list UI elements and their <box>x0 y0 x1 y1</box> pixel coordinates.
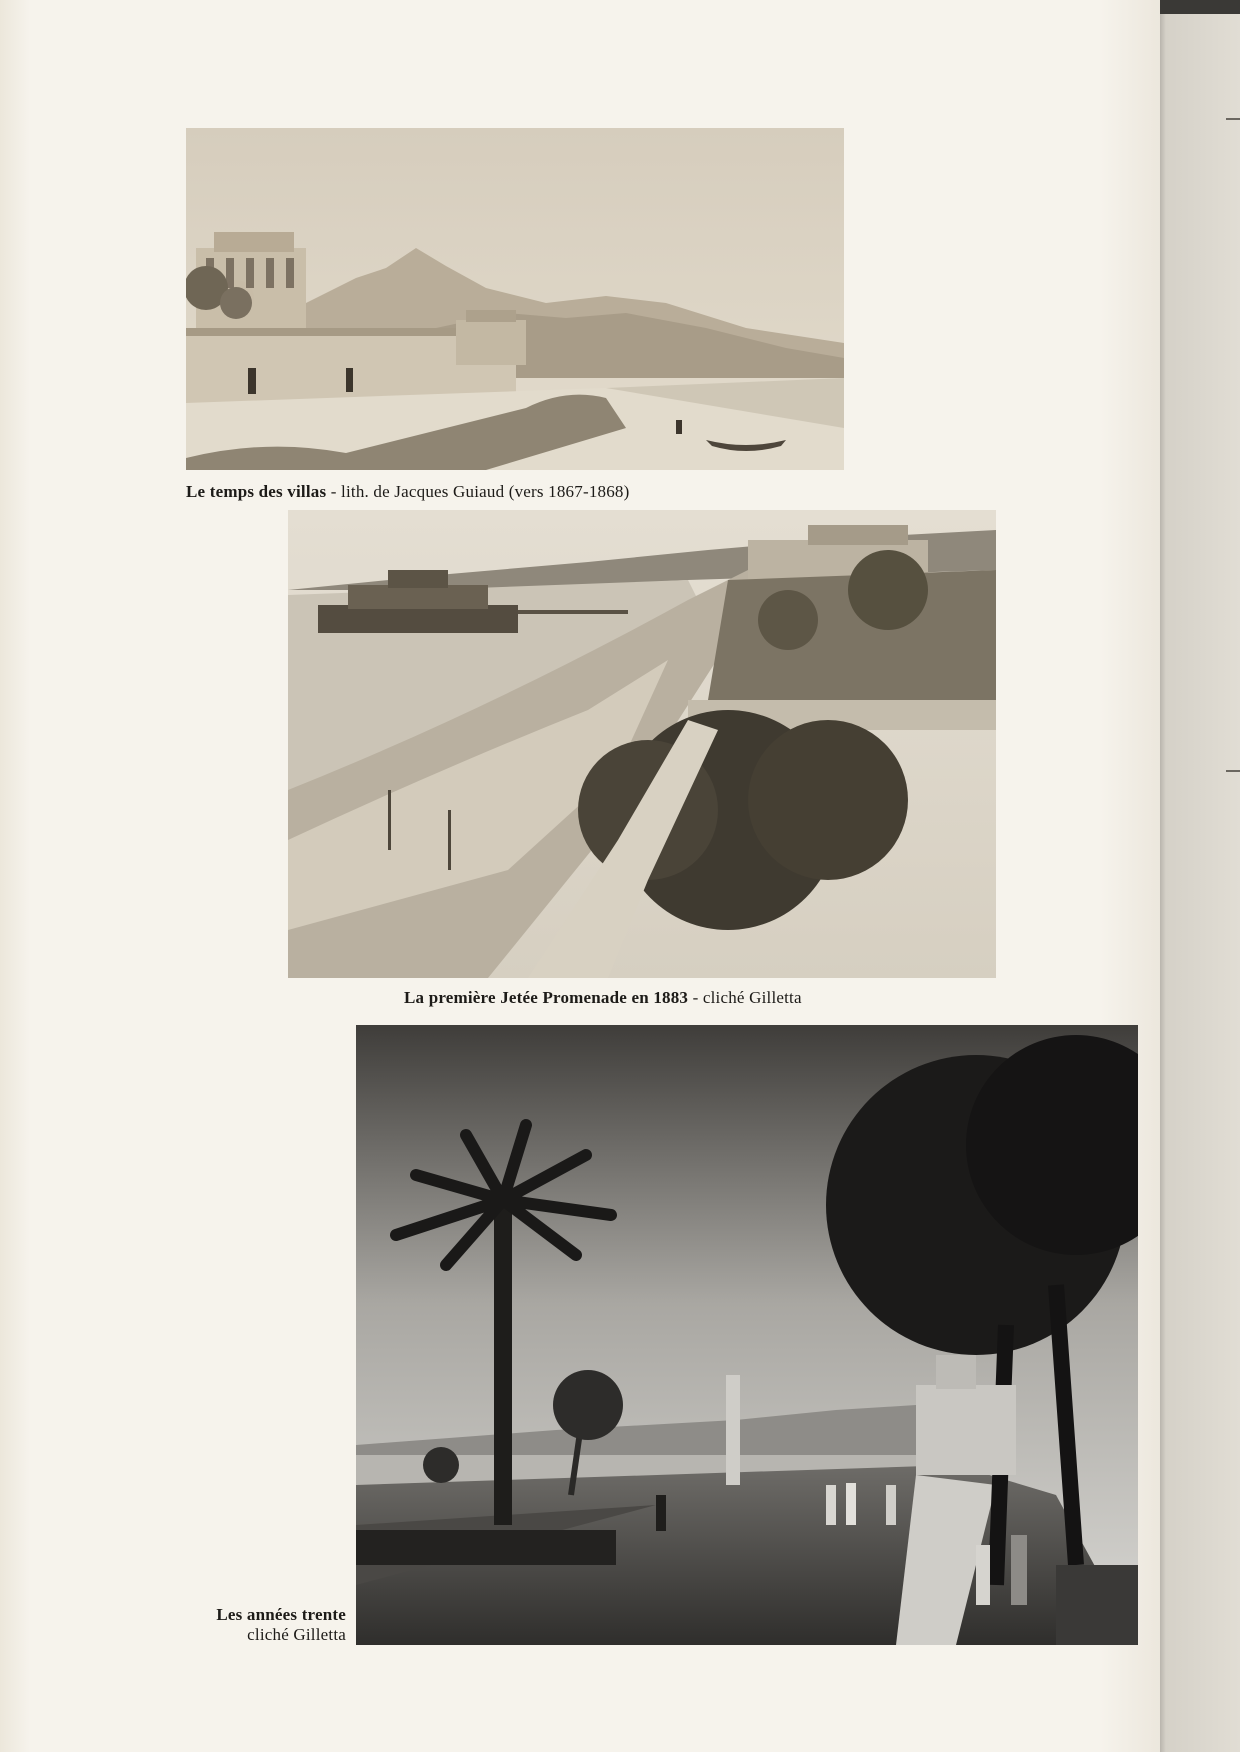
photo-jetee-promenade-image <box>288 510 996 978</box>
caption-jetee-title: La première Jetée Promenade en 1883 <box>404 988 689 1007</box>
caption-villas-title: Le temps des villas <box>186 482 327 501</box>
caption-separator: - <box>326 482 342 501</box>
scan-edge-strip <box>1160 0 1240 14</box>
caption-jetee-credit: cliché Gilletta <box>702 988 802 1007</box>
caption-separator: - <box>688 988 703 1007</box>
photo-promenade-1930s-image <box>356 1025 1138 1645</box>
lithograph-villas-image <box>186 128 844 470</box>
caption-villas-credit: lith. de Jacques Guiaud (vers 1867-1868) <box>341 482 630 501</box>
caption-trente-credit: cliché Gilletta <box>247 1625 346 1644</box>
margin-mark <box>1226 770 1240 772</box>
margin-mark <box>1226 118 1240 120</box>
caption-jetee <box>404 988 802 1008</box>
caption-trente <box>170 1605 346 1645</box>
page-right-margin <box>1160 0 1240 1752</box>
caption-trente-title: Les années trente <box>216 1605 346 1624</box>
caption-villas <box>186 482 629 502</box>
